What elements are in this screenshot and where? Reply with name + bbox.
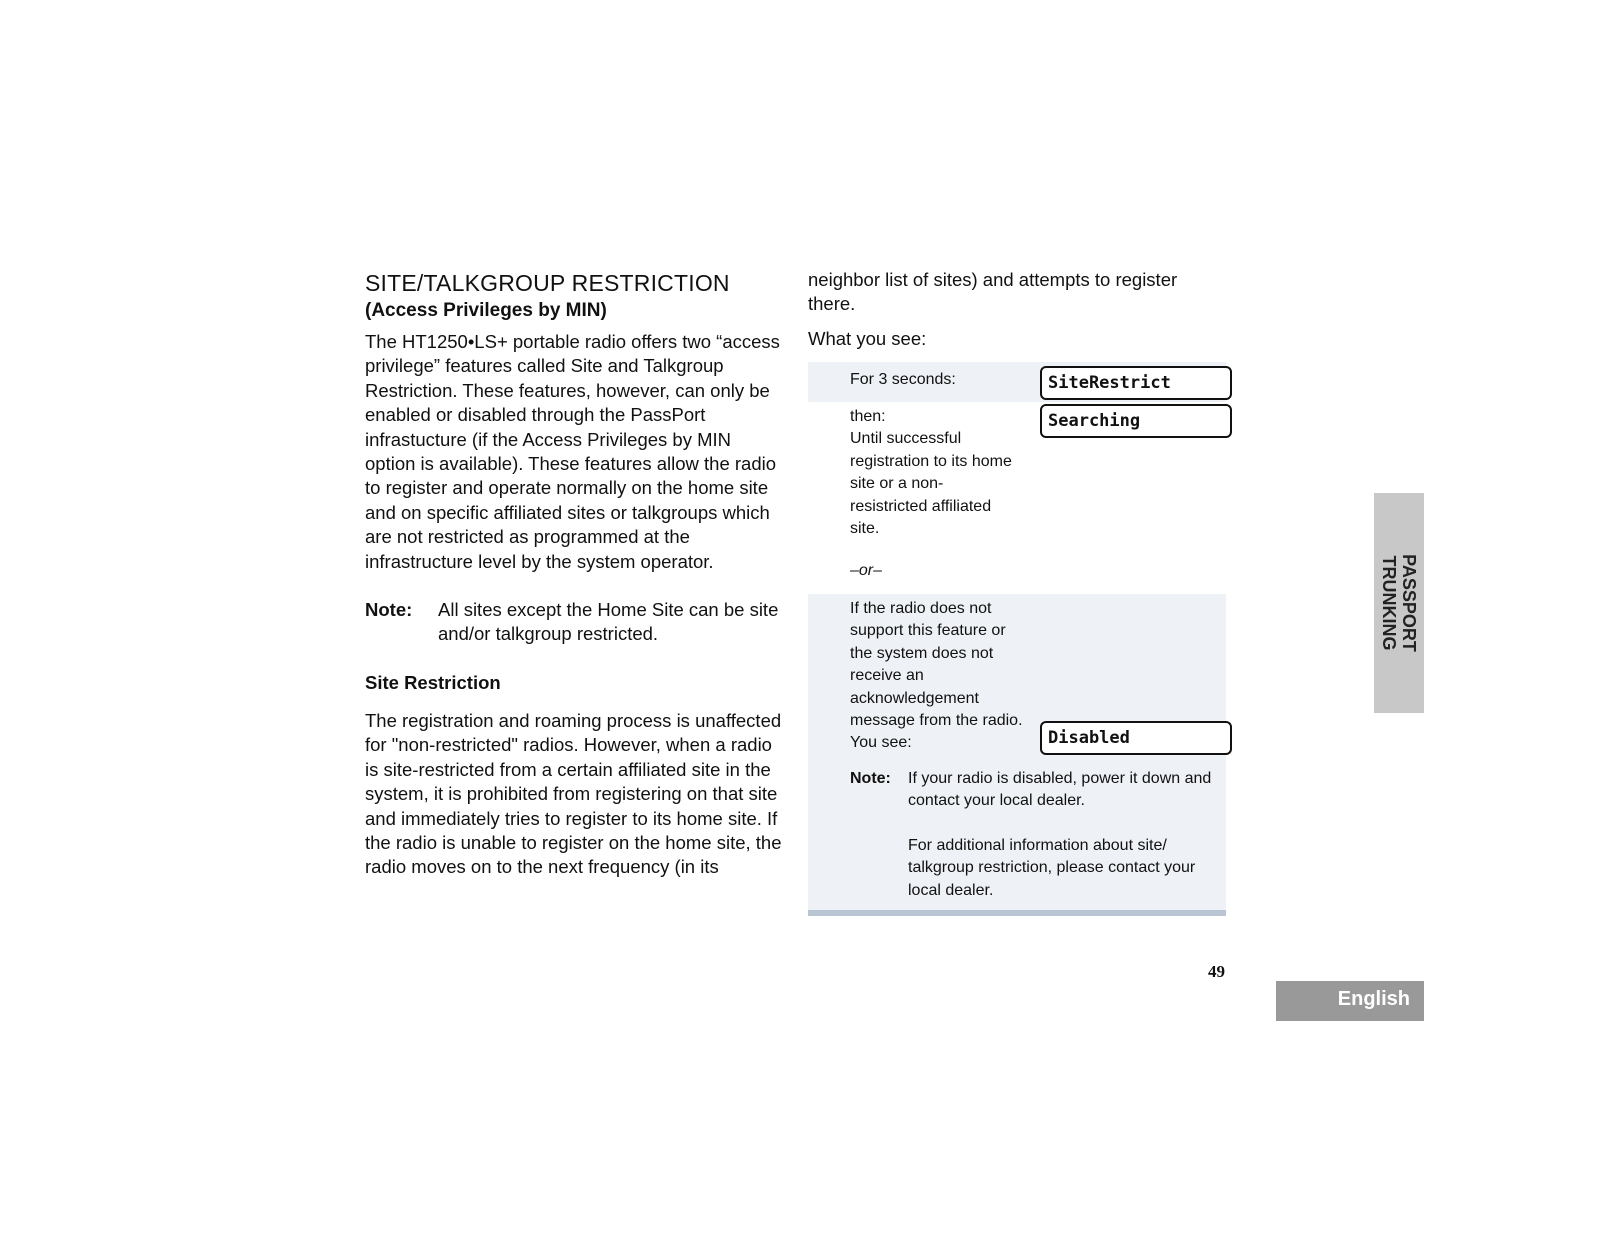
panel-bottom-rule: [808, 910, 1226, 916]
row2-body: Until successful registration to its home site or a non-resistricted affiliated site.: [850, 430, 1012, 538]
continued-paragraph: neighbor list of sites) and attempts to register there.: [808, 269, 1178, 315]
display-row-3: [808, 594, 1226, 910]
panel-note-label: Note:: [850, 770, 891, 787]
or-separator: –or–: [850, 562, 883, 579]
row3-text: If the radio does not support this feature or the system does not receive an acknowledgement message from the radio. You see:: [850, 600, 1023, 752]
note-text: All sites except the Home Site can be site and/or talkgroup restricted.: [438, 599, 779, 645]
lcd-site-restrict: SiteRestrict: [1040, 366, 1232, 400]
side-tab-label: [1379, 554, 1419, 652]
page-subtitle: (Access Privileges by MIN): [365, 300, 607, 321]
note-label: Note:: [365, 599, 413, 621]
panel-note: [850, 768, 1220, 902]
lcd-disabled: Disabled: [1040, 721, 1232, 755]
right-column: [808, 268, 1228, 361]
row2-then: then:: [850, 408, 886, 425]
note: [365, 598, 785, 647]
left-column: [365, 268, 785, 880]
panel-note-text-2: For additional information about site/ talkgroup restriction, please contact your local dealer.: [908, 836, 1196, 899]
lcd-searching: Searching: [1040, 404, 1232, 438]
language-tab: English: [1276, 981, 1424, 1021]
what-you-see-label: What you see:: [808, 327, 927, 349]
section-paragraph: The registration and roaming process is unaffected for "non-restricted" radios. However, when a radio is site-restricted from a certain affiliated site in the system, it is prohibited from registering on that site and immediately tries to register to its home site. If the radio is unable to register on the home site, the radio moves on to the next frequency (in its: [365, 709, 782, 878]
side-tab-line-2: TRUNKING: [1379, 555, 1399, 651]
section-heading: Site Restriction: [365, 671, 501, 693]
side-section-tab: [1374, 493, 1424, 713]
page-number: 49: [1208, 962, 1225, 981]
side-tab-line-1: PASSPORT: [1399, 554, 1419, 652]
row2-text: [850, 406, 1020, 540]
panel-note-text-1: If your radio is disabled, power it down and contact your local dealer.: [908, 770, 1212, 810]
intro-paragraph: The HT1250•LS+ portable radio offers two “access privilege” features called Site and Talkgroup Restriction. These features, however, can only be enabled or disabled through the PassPort infrastucture (if the Access Privileges by MIN option is available). These features allow the radio to register and operate normally on the home site and on specific affiliated sites or talkgroups which are not restricted as programmed at the infrastructure level by the system operator.: [365, 331, 780, 572]
display-row-1: [808, 362, 1226, 402]
row1-text: For 3 seconds:: [850, 371, 956, 388]
display-row-2: [808, 402, 1226, 594]
page-title: SITE/TALKGROUP RESTRICTION: [365, 270, 730, 296]
panel-note-body: [908, 768, 1220, 902]
